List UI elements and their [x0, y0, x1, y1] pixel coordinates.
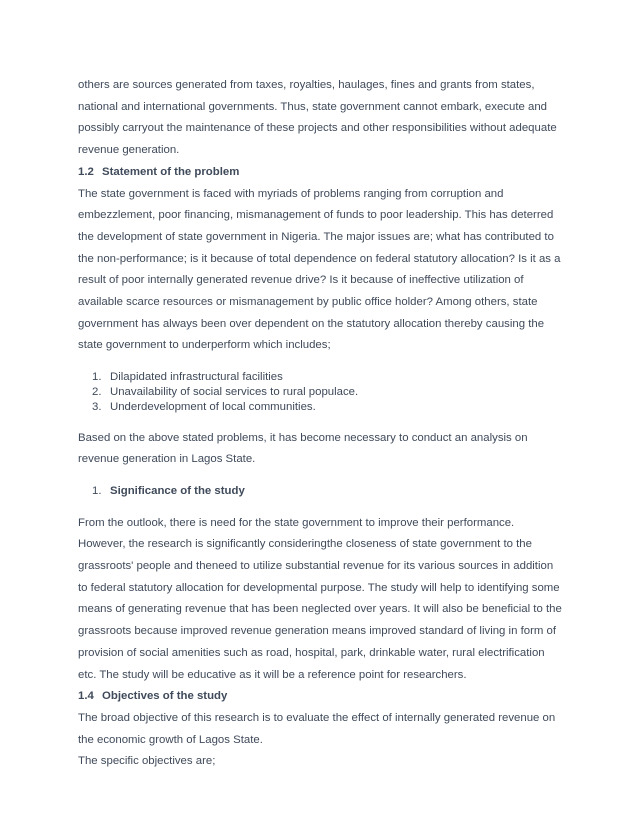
section-heading-objectives	[78, 686, 564, 708]
section-title: Significance of the study	[110, 484, 245, 497]
section-title: Objectives of the study	[102, 690, 228, 703]
section-heading-statement-of-problem	[78, 162, 564, 184]
list-item: 2. Unavailability of social services to rural populace.	[92, 385, 359, 398]
intro-paragraph: others are sources generated from taxes, royalties, haulages, fines and grants from states, national and international governments. Thus, state government cannot embark, execute and possibly carryout the maintenance of these projects and other responsibilities without adequate revenue generation.	[78, 79, 557, 157]
significance-paragraph: From the outlook, there is need for the state government to improve their performance. However, the research is significantly consideringthe closeness of state government to the grassroots' people and theneed to utilize substantial revenue for its various sources in addition to federal statutory allocation for developmental purpose. The study will help to identifying some means of generating revenue that has been neglected over years. It will also be beneficial to the grassroots because improved revenue generation means improved standard of living in form of provision of social amenities such as road, hospital, park, drinkable water, rural electrification etc. The study will be educative as it will be a reference point for researchers.	[78, 516, 562, 681]
section-number: 1.2	[78, 165, 94, 178]
document-page	[78, 75, 564, 773]
section-number: 1.4	[78, 690, 94, 703]
specific-objectives-line: The specific objectives are;	[78, 755, 216, 768]
problem-paragraph: The state government is faced with myriads of problems ranging from corruption and embezzlement, poor financing, mismanagement of funds to poor leadership. This has deterred the development of state government in Nigeria. The major issues are; what has contributed to the non-performance; is it because of total dependence on federal statutory allocation? Is it as a result of poor internally generated revenue drive? Is it because of ineffective utilization of available scarce resources or mismanagement by public office holder? Among others, state government has always been over dependent on the statutory allocation thereby causing the state government to underperform which includes;	[78, 187, 561, 352]
list-item: 3. Underdevelopment of local communities.	[92, 400, 316, 413]
section-heading-significance	[78, 481, 564, 503]
problem-closing-paragraph: Based on the above stated problems, it has become necessary to conduct an analysis on revenue generation in Lagos State.	[78, 431, 528, 466]
problem-list	[78, 370, 564, 414]
section-title: Statement of the problem	[102, 165, 240, 178]
list-item: 1. Dilapidated infrastructural facilities	[92, 371, 283, 384]
objectives-paragraph: The broad objective of this research is to evaluate the effect of internally generated revenue on the economic growth of Lagos State.	[78, 711, 556, 746]
section-number: 1.	[92, 484, 102, 497]
